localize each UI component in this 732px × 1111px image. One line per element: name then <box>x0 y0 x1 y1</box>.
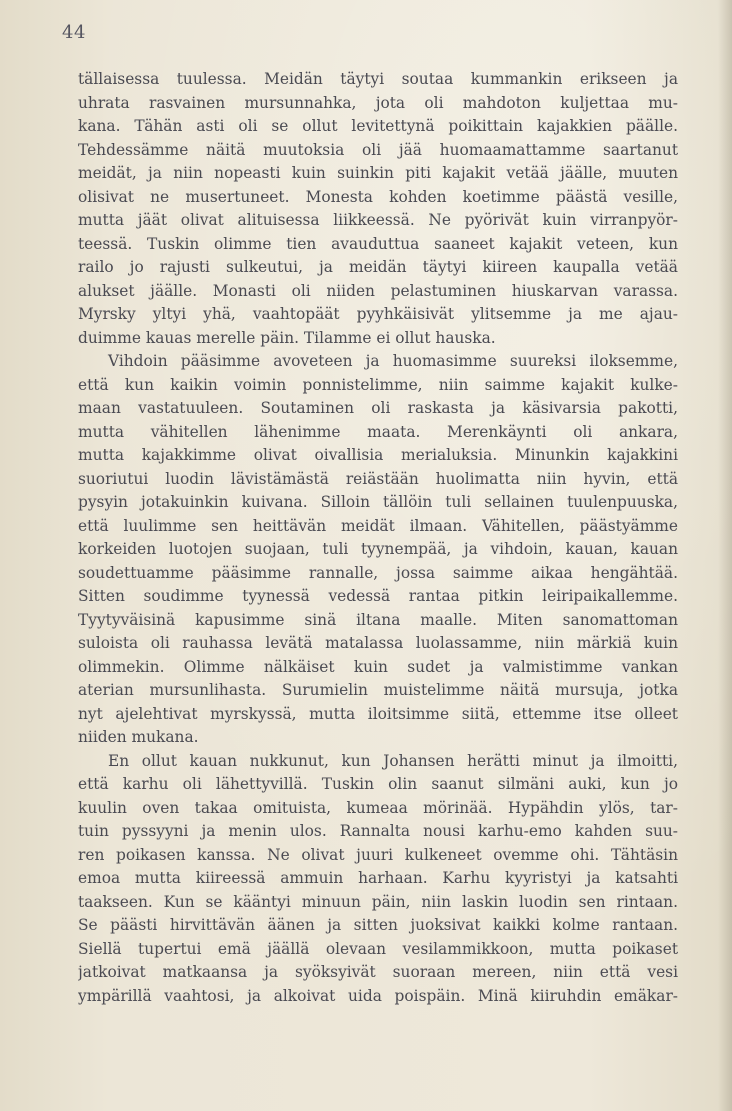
page-edge-shadow <box>718 0 732 1111</box>
text-line: Myrsky yltyi yhä, vaahtopäät pyyhkäisivät ylitsemme ja me ajau- <box>78 305 678 323</box>
text-line: nyt ajelehtivat myrskyssä, mutta iloitsimme siitä, ettemme itse olleet <box>78 704 678 723</box>
text-line: että kun kaikin voimin ponnistelimme, niin saimme kajakit kulke- <box>78 375 678 394</box>
text-line: Siellä tupertui emä jäällä olevaan vesilammikkoon, mutta poikaset <box>78 939 678 958</box>
text-line: jatkoivat matkaansa ja syöksyivät suoraan mereen, niin että vesi <box>78 963 678 981</box>
text-line: emoa mutta kiireessä ammuin harhaan. Karhu kyyristyi ja katsahti <box>78 869 678 887</box>
text-line: ren poikasen kanssa. Ne olivat juuri kulkeneet ovemme ohi. Tähtäsin <box>78 845 678 864</box>
text-line: tuin pyssyyni ja menin ulos. Rannalta nousi karhu-emo kahden suu- <box>78 822 678 840</box>
text-line: Se päästi hirvittävän äänen ja sitten juoksivat kaikki kolme rantaan. <box>78 916 678 934</box>
text-line: korkeiden luotojen suojaan, tuli tyynempää, ja vihdoin, kauan, kauan <box>78 540 678 558</box>
text-line: uhrata rasvainen mursunnahka, jota oli mahdoton kuljettaa mu- <box>78 93 678 112</box>
text-line: meidät, ja niin nopeasti kuin suinkin piti kajakit vetää jäälle, muuten <box>78 164 678 182</box>
text-line: että luulimme sen heittävän meidät ilmaan. Vähitellen, päästyämme <box>78 516 678 535</box>
text-line: duimme kauas merelle päin. Tilamme ei ollut hauska. <box>78 328 496 347</box>
text-line: Sitten soudimme tyynessä vedessä rantaa pitkin leiripaikallemme. <box>78 587 678 605</box>
page-number: 44 <box>62 22 86 43</box>
text-line: suoriutui luodin lävistämästä reiästään huolimatta niin hyvin, että <box>78 469 678 488</box>
text-line: railo jo rajusti sulkeutui, ja meidän täytyi kiireen kaupalla vetää <box>78 258 678 276</box>
text-line: olimmekin. Olimme nälkäiset kuin sudet ja valmistimme vankan <box>78 657 678 676</box>
text-line: niiden mukana. <box>78 728 199 746</box>
text-line: aterian mursunlihasta. Surumielin muistelimme näitä mursuja, jotka <box>78 681 678 699</box>
text-line: tällaisessa tuulessa. Meidän täytyi soutaa kummankin erikseen ja <box>78 70 678 88</box>
text-line: mutta jäät olivat alituisessa liikkeessä. Ne pyörivät kuin virranpyör- <box>78 211 678 229</box>
text-line: Tehdessämme näitä muutoksia oli jää huomaamattamme saartanut <box>78 140 678 159</box>
text-line: suloista oli rauhassa levätä matalassa luolassamme, niin märkiä kuin <box>78 634 678 652</box>
text-line: olisivat ne musertuneet. Monesta kohden koetimme päästä vesille, <box>78 187 678 206</box>
text-line: kana. Tähän asti oli se ollut levitettynä poikittain kajakkien päälle. <box>78 117 678 135</box>
body-text <box>78 68 678 1008</box>
text-line: ympärillä vaahtosi, ja alkoivat uida poispäin. Minä kiiruhdin emäkar- <box>78 986 678 1005</box>
text-line: taakseen. Kun se kääntyi minuun päin, niin laskin luodin sen rintaan. <box>78 892 678 911</box>
text-line: soudettuamme pääsimme rannalle, jossa saimme aikaa hengähtää. <box>78 563 678 582</box>
text-line: En ollut kauan nukkunut, kun Johansen herätti minut ja ilmoitti, <box>108 751 678 770</box>
text-line: Tyytyväisinä kapusimme sinä iltana maalle. Miten sanomattoman <box>78 610 678 629</box>
text-line: maan vastatuuleen. Soutaminen oli raskasta ja käsivarsia pakotti, <box>78 399 678 417</box>
text-line: mutta kajakkimme olivat oivallisia merialuksia. Minunkin kajakkini <box>78 446 678 464</box>
text-line: Vihdoin pääsimme avoveteen ja huomasimme suureksi iloksemme, <box>108 352 678 370</box>
text-line: kuulin oven takaa omituista, kumeaa mörinää. Hypähdin ylös, tar- <box>78 798 678 817</box>
text-line: että karhu oli lähettyvillä. Tuskin olin saanut silmäni auki, kun jo <box>78 775 678 793</box>
text-line: teessä. Tuskin olimme tien avauduttua saaneet kajakit veteen, kun <box>78 234 678 253</box>
text-line: pysyin jotakuinkin kuivana. Silloin tällöin tuli sellainen tuulenpuuska, <box>78 493 678 511</box>
text-line: mutta vähitellen lähenimme maata. Merenkäynti oli ankara, <box>78 422 678 441</box>
text-line: alukset jäälle. Monasti oli niiden pelastuminen hiuskarvan varassa. <box>78 281 678 300</box>
